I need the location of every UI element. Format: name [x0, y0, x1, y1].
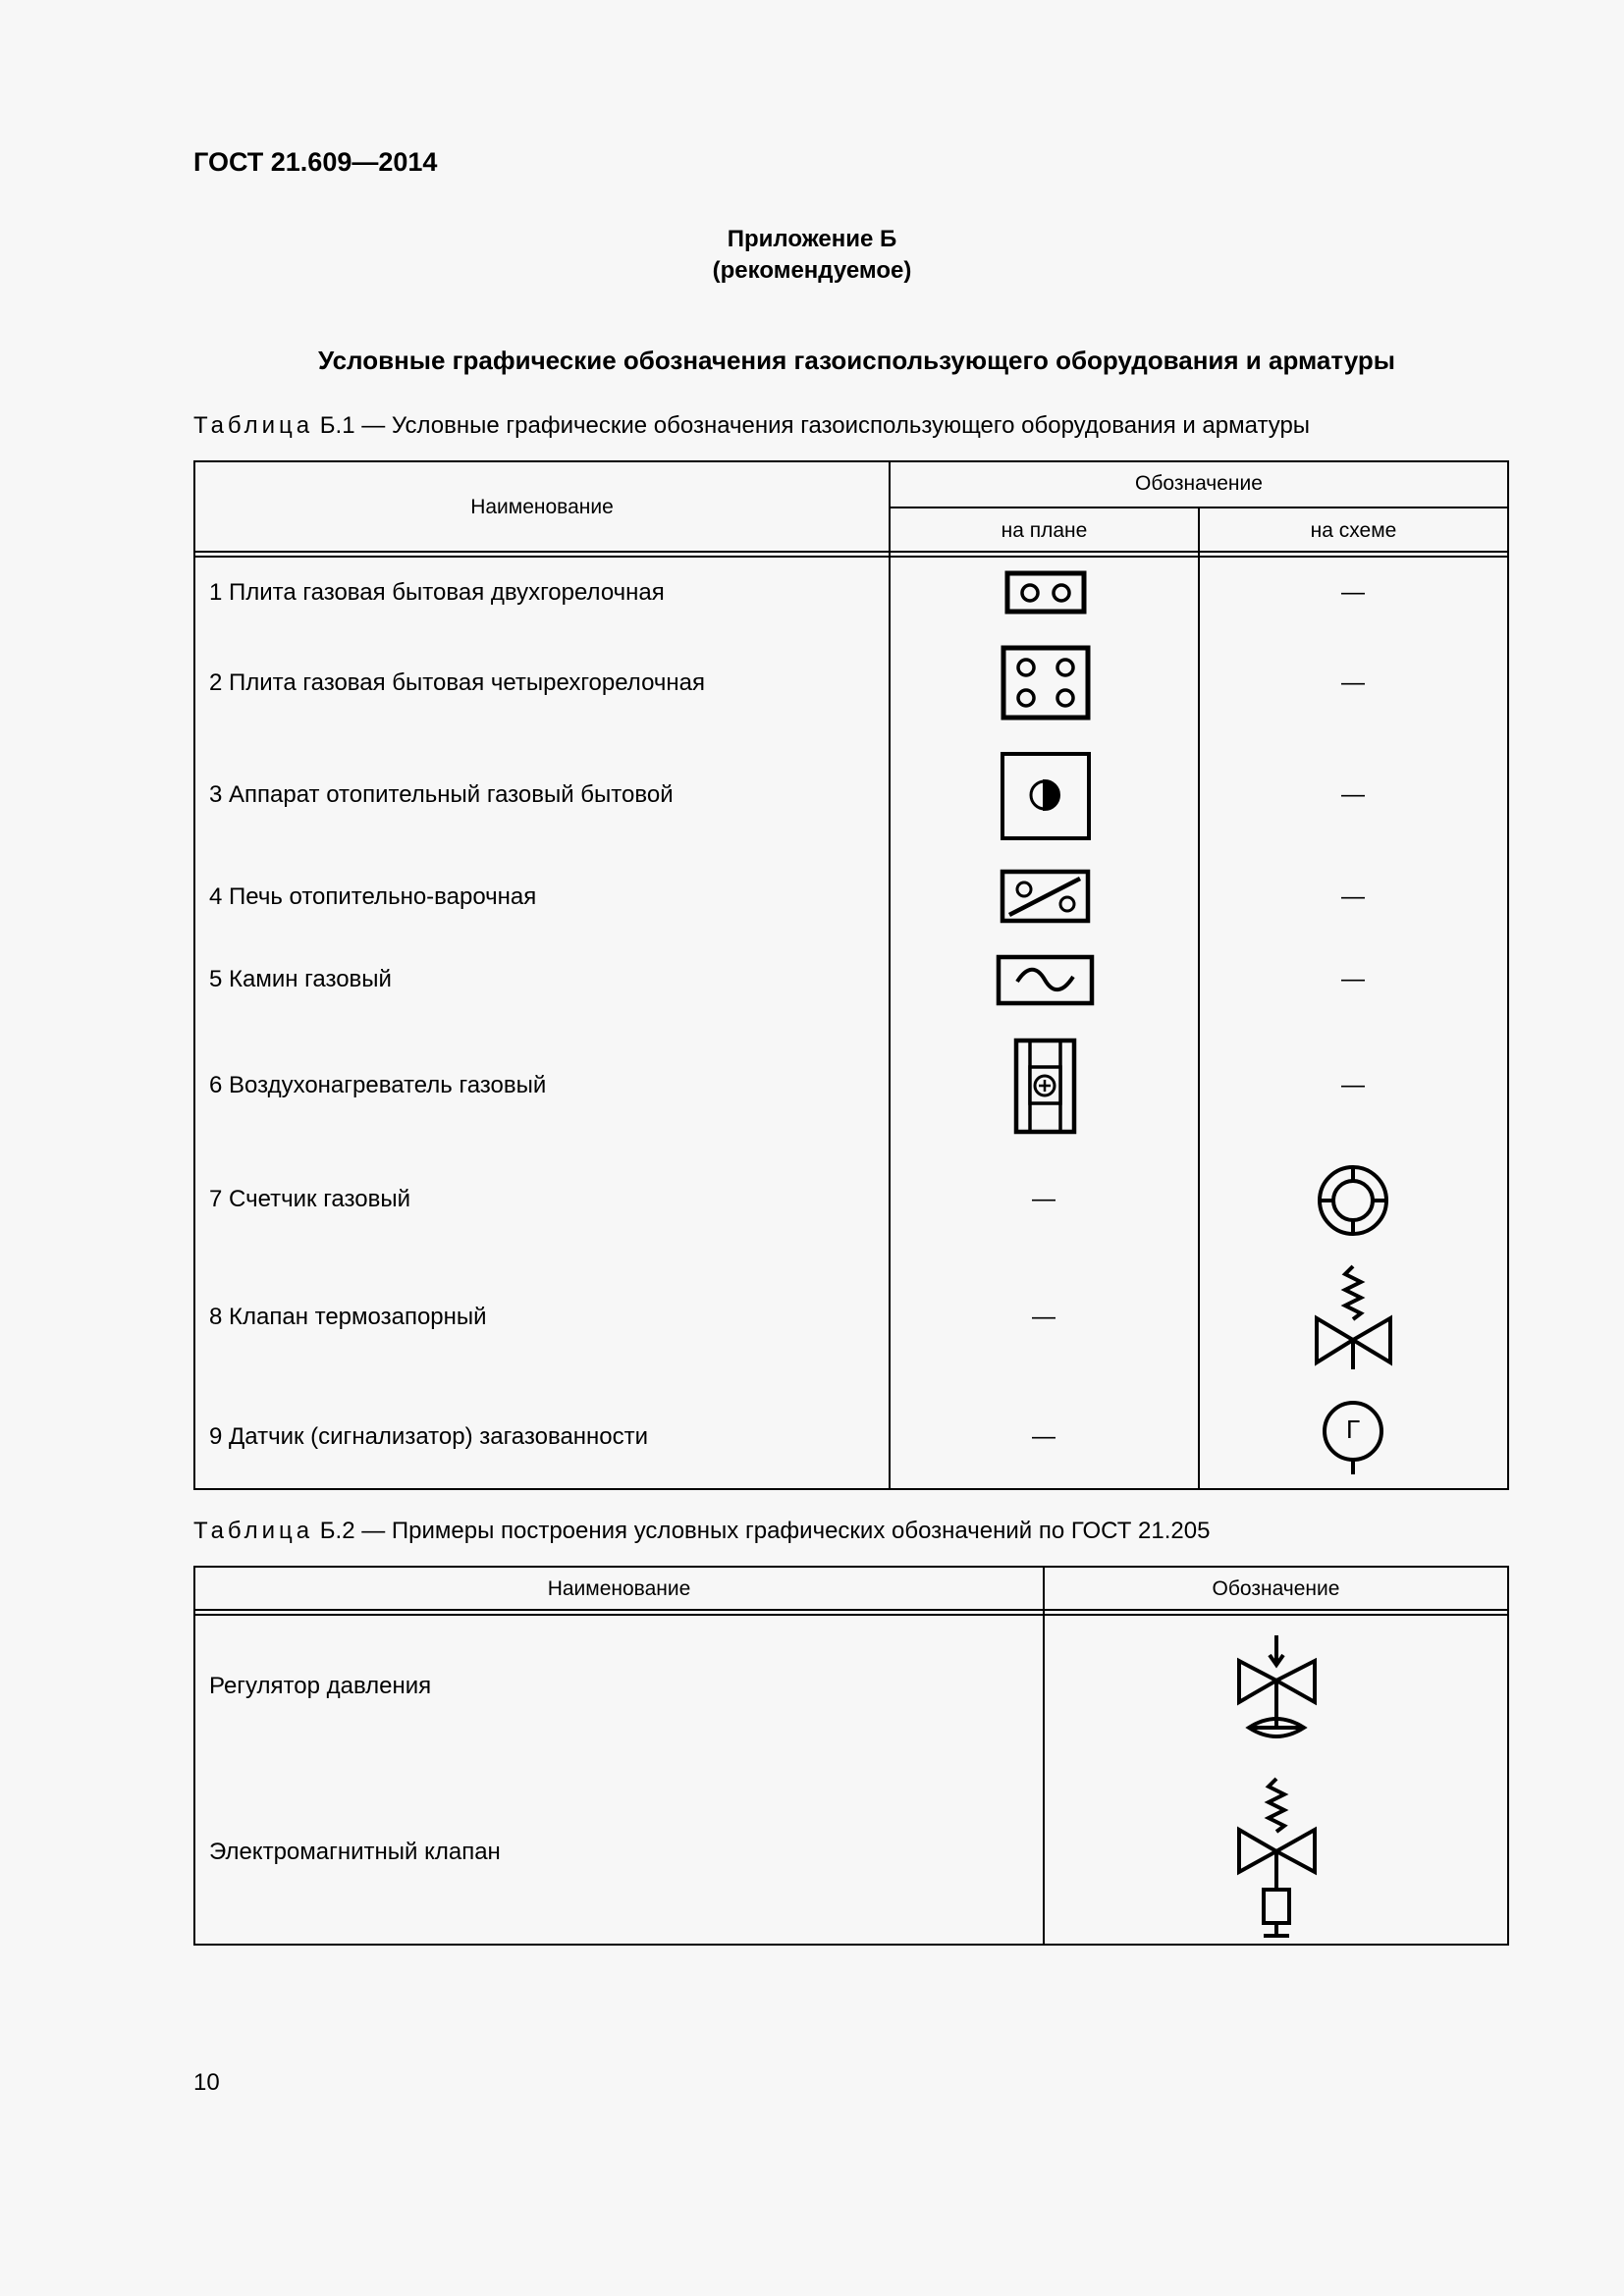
- solenoid-valve-icon: [1239, 1779, 1315, 1936]
- section-title: Условные графические обозначения газоиспользующего оборудования и арматуры: [318, 346, 1395, 375]
- gas-sensor-letter: Г: [1345, 1415, 1361, 1444]
- table1-header-scheme: на схеме: [1310, 519, 1397, 542]
- table2-caption-text: Б.2 — Примеры построения условных графических обозначений по ГОСТ 21.205: [319, 1518, 1211, 1544]
- stove-four-burner-icon: [1003, 648, 1088, 718]
- table1-plan-dash: —: [1032, 1304, 1056, 1330]
- stove-two-burner-icon: [1007, 573, 1084, 612]
- table1-row-name: 2 Плита газовая бытовая четырехгорелочная: [209, 669, 705, 696]
- table1-row-name: 6 Воздухонагреватель газовый: [209, 1072, 547, 1098]
- table1-caption-label: Таблица: [193, 412, 314, 439]
- table1-row-name: 4 Печь отопительно-варочная: [209, 883, 537, 910]
- page-number: 10: [193, 2069, 220, 2096]
- table1-row-name: 5 Камин газовый: [209, 966, 392, 992]
- table1-header-plan: на плане: [1001, 519, 1088, 542]
- table1-scheme-dash: —: [1341, 966, 1365, 992]
- table1-row-name: 1 Плита газовая бытовая двухгорелочная: [209, 579, 665, 606]
- pressure-regulator-icon: [1239, 1635, 1315, 1736]
- table1-header-designation: Обозначение: [1135, 472, 1263, 495]
- table1-scheme-dash: —: [1341, 883, 1365, 910]
- table2-header-designation: Обозначение: [1212, 1577, 1340, 1600]
- table1-row-name: 9 Датчик (сигнализатор) загазованности: [209, 1423, 649, 1450]
- table2-row-name: Электромагнитный клапан: [209, 1839, 501, 1865]
- table1-scheme-dash: —: [1341, 669, 1365, 696]
- appendix-subtitle: (рекомендуемое): [712, 257, 912, 284]
- table1-header-name: Наименование: [470, 496, 614, 518]
- table2-caption: [193, 1518, 1210, 1545]
- appendix-title: Приложение Б: [727, 226, 897, 252]
- heating-appliance-icon: [1002, 754, 1089, 838]
- table1-caption-text: Б.1 — Условные графические обозначения газоиспользующего оборудования и арматуры: [319, 412, 1311, 439]
- air-heater-icon: [1016, 1041, 1074, 1132]
- heating-cooking-stove-icon: [1002, 872, 1088, 921]
- gas-fireplace-icon: [999, 957, 1092, 1003]
- table1-plan-dash: —: [1032, 1423, 1056, 1450]
- table1-scheme-dash: —: [1341, 781, 1365, 808]
- gas-meter-icon: [1320, 1167, 1386, 1234]
- document-code: ГОСТ 21.609—2014: [193, 147, 438, 177]
- table2-caption-label: Таблица: [193, 1518, 314, 1544]
- table1-row-name: 7 Счетчик газовый: [209, 1186, 410, 1212]
- table1-scheme-dash: —: [1341, 579, 1365, 606]
- table2-border: [194, 1567, 1508, 1945]
- table1-row-name: 3 Аппарат отопительный газовый бытовой: [209, 781, 674, 808]
- table1-plan-dash: —: [1032, 1186, 1056, 1212]
- table1-scheme-dash: —: [1341, 1072, 1365, 1098]
- table2-row-name: Регулятор давления: [209, 1673, 432, 1699]
- thermal-shutoff-valve-icon: [1317, 1266, 1390, 1369]
- table1-row-name: 8 Клапан термозапорный: [209, 1304, 487, 1330]
- table2-header-name: Наименование: [547, 1577, 691, 1600]
